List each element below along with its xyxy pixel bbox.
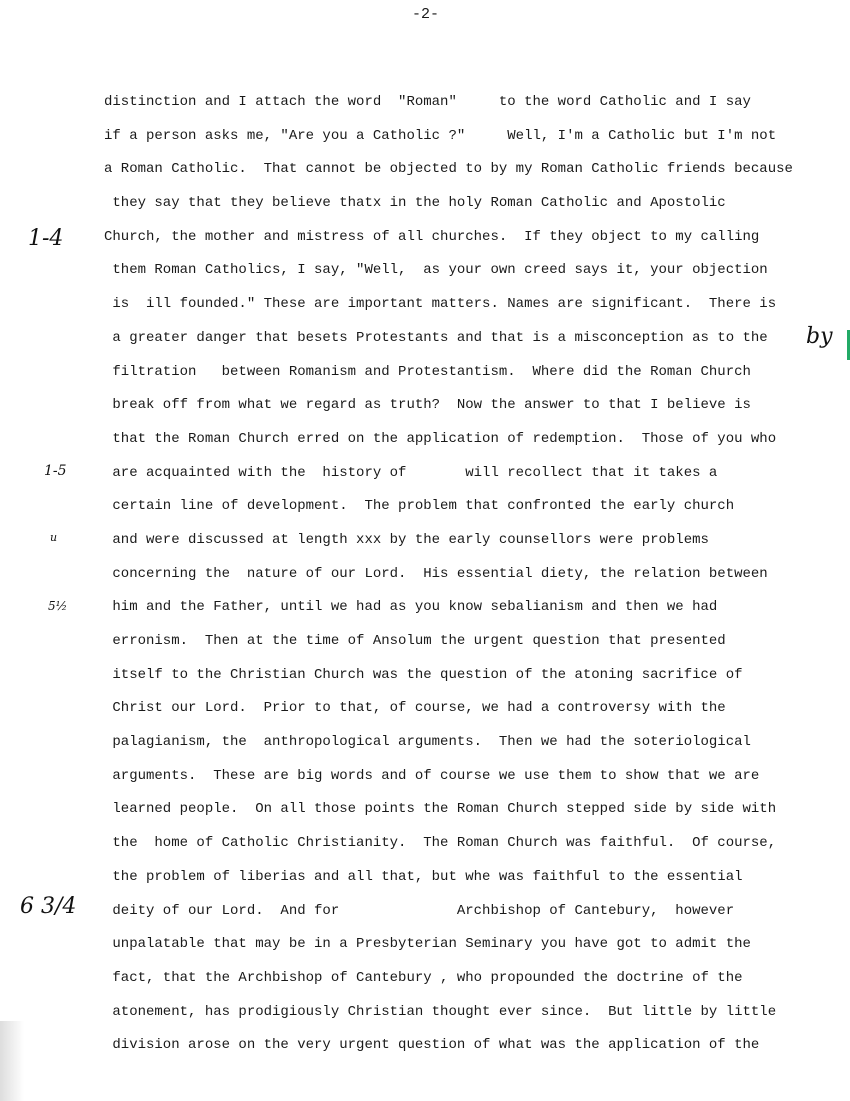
text-line: distinction and I attach the word "Roman" to the word Catholic and I say [104,94,751,110]
text-line: them Roman Catholics, I say, "Well, as your own creed says it, your objection [104,262,768,279]
typed-text-body [104,92,824,1069]
text-line: that the Roman Church erred on the application of redemption. Those of you who [104,430,777,447]
text-line: a Roman Catholic. That cannot be objected to by my Roman Catholic friends because [104,161,793,178]
sebalianism-note: 5½ [48,599,68,613]
text-line: the problem of liberias and all that, but whe was faithful to the essential [104,868,743,885]
text-line: deity of our Lord. And for Archbishop of Cantebury, however [104,902,735,919]
text-line: a greater danger that besets Protestants and that is a misconception as to the [104,329,768,346]
text-line: division arose on the very urgent question of what was the application of the [104,1037,760,1054]
text-line: arguments. These are big words and of course we use them to show that we are [104,767,760,784]
text-line: Church, the mother and mistress of all churches. If they object to my calling [104,228,760,245]
text-line: if a person asks me, "Are you a Catholic ?" Well, I'm a Catholic but I'm not [104,127,777,144]
text-line: they say that they believe thatx in the holy Roman Catholic and Apostolic [104,195,726,212]
text-line: Christ our Lord. Prior to that, of course, we had a controversy with the [104,700,726,717]
text-line: the home of Catholic Christianity. The Roman Church was faithful. Of course, [104,835,777,852]
text-line: itself to the Christian Church was the question of the atoning sacrifice of [104,666,743,683]
page-number: -2- [412,6,440,23]
text-line: break off from what we regard as truth? Now the answer to that I believe is [104,397,751,414]
history-note: 1-5 [44,463,67,479]
text-line: him and the Father, until we had as you know sebalianism and then we had [104,599,718,616]
text-line: are acquainted with the history of will recollect that it takes a [104,464,718,481]
archbishop-note: 6 3/4 [20,894,77,919]
text-line: atonement, has prodigiously Christian thought ever since. But little by little [104,1003,777,1020]
margin-note: 1-4 [28,226,64,251]
text-line: fact, that the Archbishop of Cantebury , who propounded the doctrine of the [104,969,743,986]
counsellors-correction: u [50,531,58,544]
text-line: concerning the nature of our Lord. His essential diety, the relation between [104,565,768,582]
scan-edge-smudge [0,1021,40,1101]
text-line: filtration between Romanism and Protestantism. Where did the Roman Church [104,363,751,380]
correction-note: by [806,324,833,349]
text-line: and were discussed at length xxx by the early counsellors were problems [104,531,709,548]
text-line: is ill founded." These are important matters. Names are significant. There is [104,296,777,313]
text-line: unpalatable that may be in a Presbyterian Seminary you have got to admit the [104,936,751,953]
text-line: certain line of development. The problem that confronted the early church [104,498,735,515]
text-line: erronism. Then at the time of Ansolum the urgent question that presented [104,633,726,649]
text-line: palagianism, the anthropological arguments. Then we had the soteriological [104,734,751,751]
text-line: learned people. On all those points the Roman Church stepped side by side with [104,801,777,818]
